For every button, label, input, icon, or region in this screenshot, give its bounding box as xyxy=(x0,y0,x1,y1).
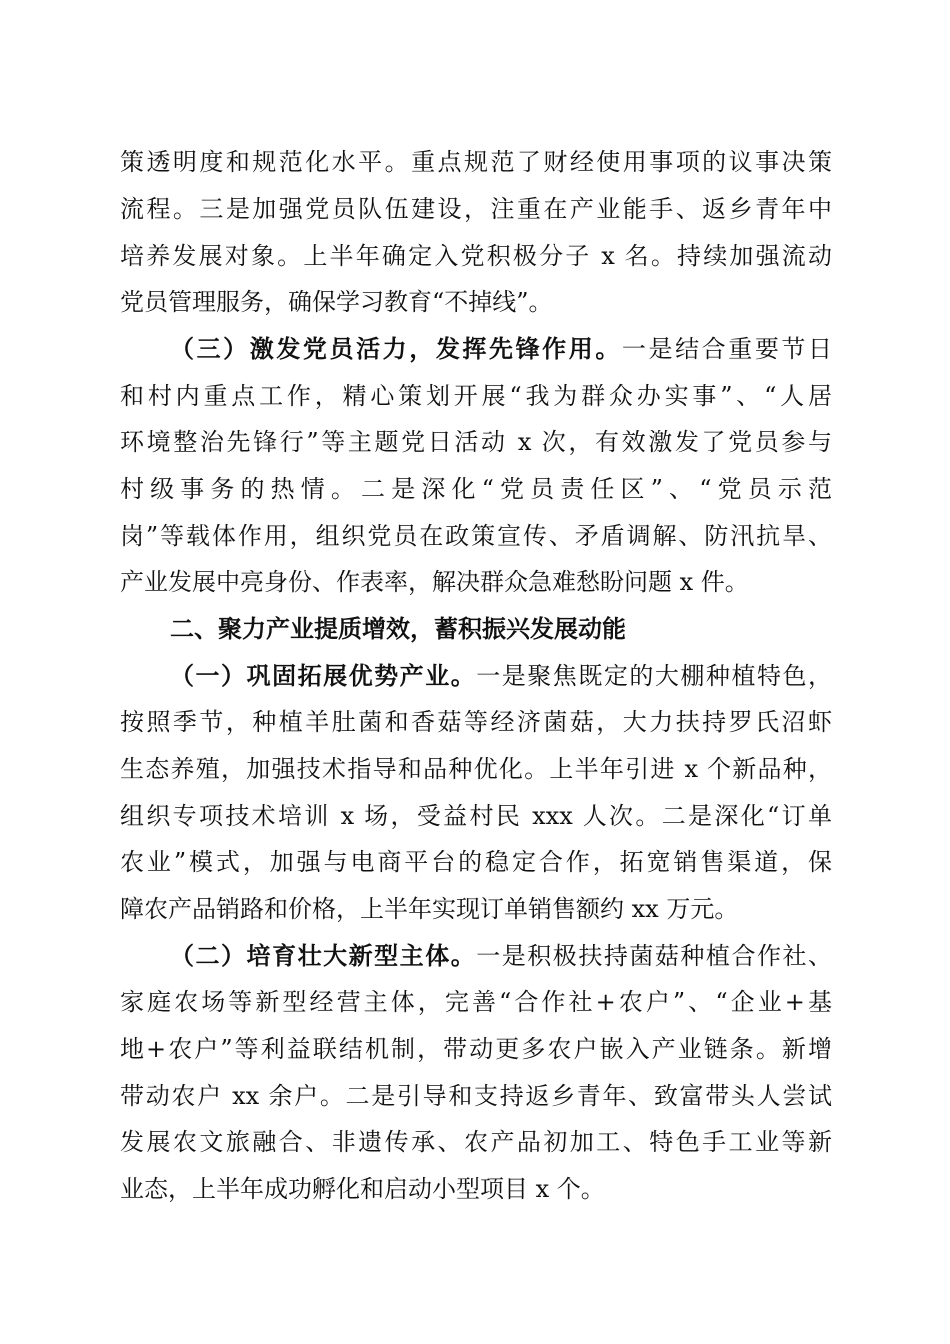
section-first-line xyxy=(170,329,832,369)
paragraph-line: 环境整治先锋行”等主题党日活动 x 次，有效激发了党员参与 xyxy=(120,428,832,456)
paragraph-line: 党员管理服务，确保学习教育“不掉线”。 xyxy=(120,288,553,316)
paragraph-line: 障农产品销路和价格，上半年实现订单销售额约 xx 万元。 xyxy=(120,895,739,923)
section-text: 一是积极扶持菌菇种植合作社、 xyxy=(476,942,832,970)
paragraph-line: 发展农文旅融合、非遗传承、农产品初加工、特色手工业等新 xyxy=(120,1128,832,1156)
paragraph-line: 地+农户”等利益联结机制，带动更多农户嵌入产业链条。新增 xyxy=(120,1035,832,1063)
paragraph-line: 农业”模式，加强与电商平台的稳定合作，拓宽销售渠道，保 xyxy=(120,848,832,876)
paragraph-line: 流程。三是加强党员队伍建设，注重在产业能手、返乡青年中 xyxy=(120,195,832,223)
paragraph-line: 带动农户 xx 余户。二是引导和支持返乡青年、致富带头人尝试 xyxy=(120,1082,832,1110)
section-heading: 二、聚力产业提质增效，蓄积振兴发展动能 xyxy=(170,615,626,643)
section-title: （一）巩固拓展优势产业。 xyxy=(170,661,477,690)
paragraph-line: 和村内重点工作，精心策划开展“我为群众办实事”、“人居 xyxy=(120,382,832,410)
paragraph-line: 按照季节，种植羊肚菌和香菇等经济菌菇，大力扶持罗氏沼虾 xyxy=(120,708,832,736)
paragraph-line: 村级事务的热情。二是深化“党员责任区”、“党员示范 xyxy=(120,475,832,503)
paragraph-line: 策透明度和规范化水平。重点规范了财经使用事项的议事决策 xyxy=(120,148,832,176)
paragraph-line: 家庭农场等新型经营主体，完善“合作社+农户”、“企业+基 xyxy=(120,988,832,1016)
section-first-line xyxy=(170,656,832,696)
paragraph-line: 业态，上半年成功孵化和启动小型项目 x 个。 xyxy=(120,1175,605,1203)
section-first-line xyxy=(170,936,832,976)
section-text: 一是聚焦既定的大棚种植特色， xyxy=(476,662,832,690)
section-title: （二）培育壮大新型主体。 xyxy=(170,941,477,970)
paragraph-line: 生态养殖，加强技术指导和品种优化。上半年引进 x 个新品种， xyxy=(120,755,832,783)
paragraph-line: 组织专项技术培训 x 场，受益村民 xxx 人次。二是深化“订单 xyxy=(120,802,832,830)
section-title: （三）激发党员活力，发挥先锋作用。 xyxy=(170,334,622,363)
section-text: 一是结合重要节日 xyxy=(621,335,832,363)
paragraph-line: 产业发展中亮身份、作表率，解决群众急难愁盼问题 x 件。 xyxy=(120,568,749,596)
paragraph-line: 岗”等载体作用，组织党员在政策宣传、矛盾调解、防汛抗旱、 xyxy=(120,522,832,550)
paragraph-line: 培养发展对象。上半年确定入党积极分子 x 名。持续加强流动 xyxy=(120,242,832,270)
